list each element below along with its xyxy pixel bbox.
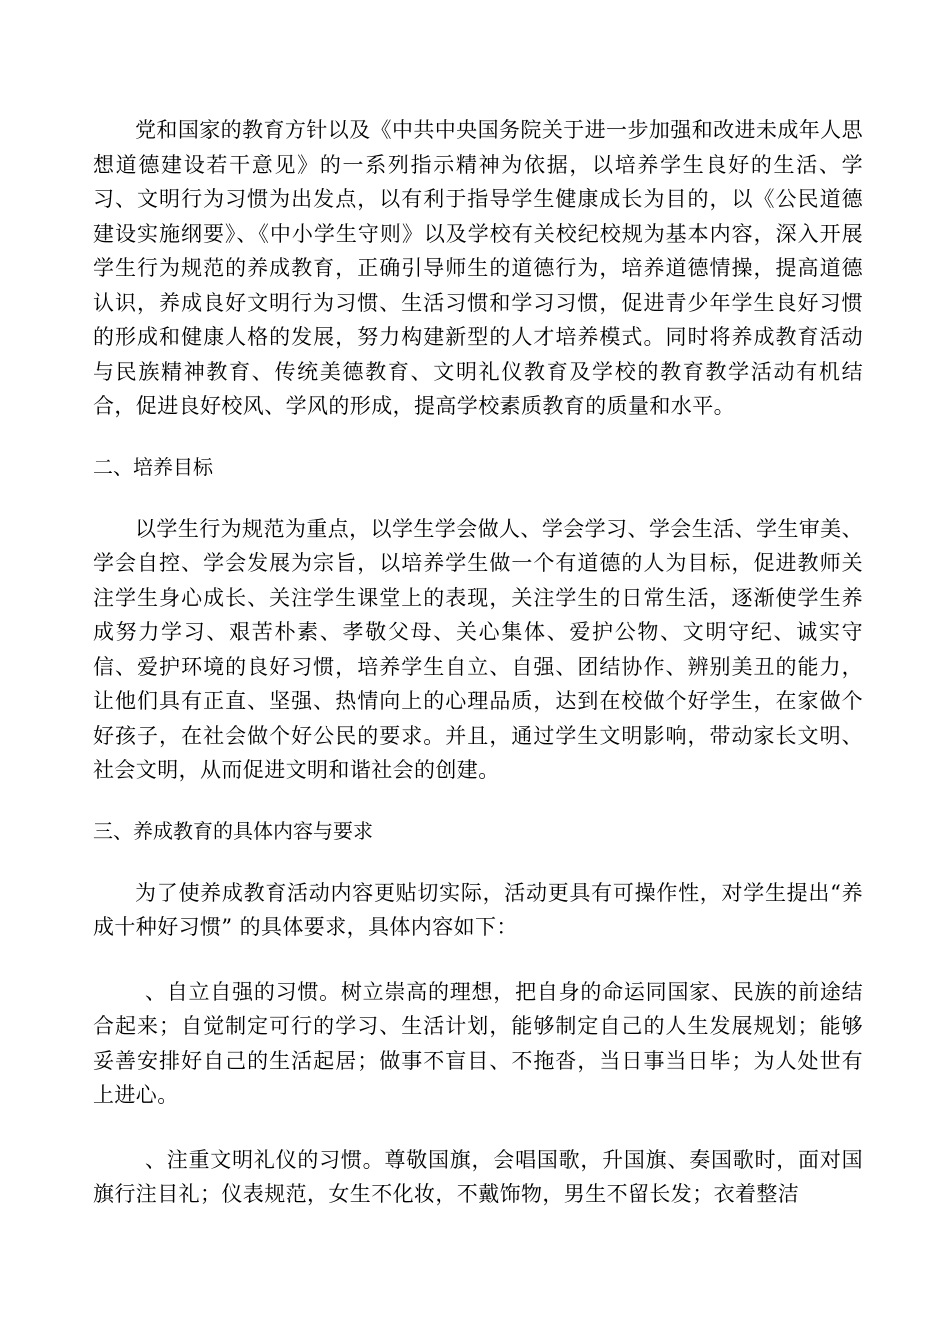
spacer (93, 788, 863, 814)
habit-item-self-reliance: 、自立自强的习惯。树立崇高的理想，把自身的命运同国家、民族的前途结合起来；自觉制定可行的学习、生活计划，能够制定自己的人生发展规划；能够妥善安排好自己的生活起居；做事不盲目、不拖沓，当日事当日毕；为人处世有上进心。 (93, 979, 863, 1107)
habit-item-etiquette: 、注重文明礼仪的习惯。尊敬国旗，会唱国歌，升国旗、奏国歌时，面对国旗行注目礼；仪表规范，女生不化妆，不戴饰物，男生不留长发；衣着整洁 (93, 1147, 863, 1206)
spacer (93, 1113, 863, 1143)
requirements-intro-paragraph: 为了使养成教育活动内容更贴切实际，活动更具有可操作性，对学生提出“养成十种好习惯” 的具体要求，具体内容如下： (93, 880, 863, 939)
section-heading-content-requirements: 三、养成教育的具体内容与要求 (93, 818, 373, 843)
spacer (93, 484, 863, 512)
spacer (93, 945, 863, 975)
section-heading-goals: 二、培养目标 (93, 454, 213, 479)
intro-paragraph: 党和国家的教育方针以及《中共中央国务院关于进一步加强和改进未成年人思想道德建设若干意见》的一系列指示精神为依据，以培养学生良好的生活、学习、文明行为习惯为出发点，以有利于指导学生健康成长为目的，以《公民道德建设实施纲要》、《中小学生守则》以及学校有关校纪校规为基本内容，深入开展学生行为规范的养成教育，正确引导师生的道德行为，培养道德情操，提高道德认识，养成良好文明行为习惯、生活习惯和学习习惯，促进青少年学生良好习惯的形成和健康人格的发展，努力构建新型的人才培养模式。同时将养成教育活动与民族精神教育、传统美德教育、文明礼仪教育及学校的教育教学活动有机结合，促进良好校风、学风的形成，提高学校素质教育的质量和水平。 (93, 118, 863, 418)
spacer (93, 848, 863, 876)
document-body (93, 113, 863, 1212)
spacer (93, 424, 863, 450)
goals-paragraph: 以学生行为规范为重点，以学生学会做人、学会学习、学会生活、学生审美、学会自控、学会发展为宗旨，以培养学生做一个有道德的人为目标，促进教师关注学生身心成长、关注学生课堂上的表现，关注学生的日常生活，逐渐使学生养成努力学习、艰苦朴素、孝敬父母、关心集体、爱护公物、文明守纪、诚实守信、爱护环境的良好习惯，培养学生自立、自强、团结协作、辨别美丑的能力，让他们具有正直、坚强、热情向上的心理品质，达到在校做个好学生，在家做个好孩子，在社会做个好公民的要求。并且，通过学生文明影响，带动家长文明、社会文明，从而促进文明和谐社会的创建。 (93, 516, 863, 782)
